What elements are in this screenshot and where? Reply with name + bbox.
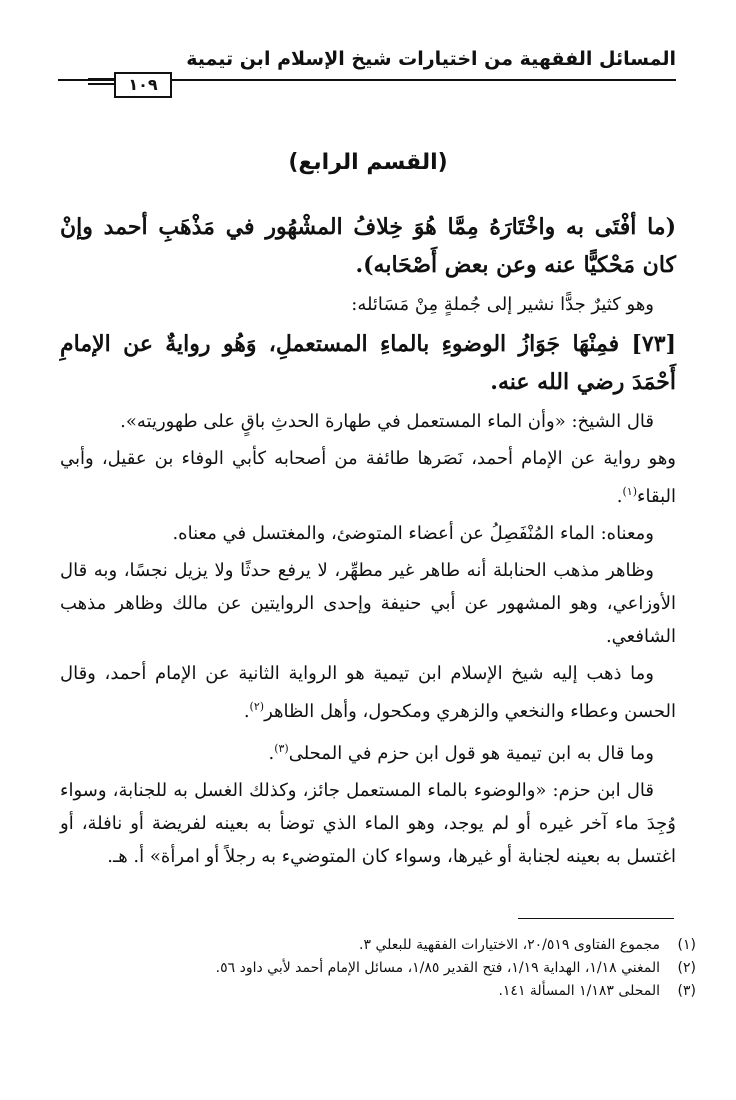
paragraph <box>60 732 676 770</box>
footnote-ref: (٢) <box>249 700 265 713</box>
footnote-number: (٢) <box>677 960 696 976</box>
footnote-ref: (٣) <box>274 742 289 755</box>
section-intro: (ما أفْتَى به واخْتَارَهُ مِمَّا هُوَ خِلافُ المشْهُور في مَذْهَبِ أحمد وإنْ كان مَحْكيًّا عنه وعن بعض أَصْحَابه). <box>60 214 676 278</box>
page-number: ١٠٩ <box>114 72 172 98</box>
intro-note: وهو كثيرٌ جدًّا نشير إلى جُملةٍ مِنْ مَسَائله: <box>351 294 654 315</box>
quote-paragraph: قال الشيخ: «وأن الماء المستعمل في طهارة الحدثِ باقٍ على طهوريته». <box>120 411 654 432</box>
paragraph-end: . <box>268 743 275 764</box>
issue-heading <box>60 325 676 401</box>
quote-paragraph: قال ابن حزم: «والوضوء بالماء المستعمل جائز، وكذلك الغسل به للجنابة، وسواء وُجِدَ ماء آخر غيره أو لم يوجد، وهو الماء الذي توضأ به بعينه لفريضة أو نافلة، أو اغتسل به بعينه لجنابة أو غيرها، وسواء كان المتوضيء به رجلاً أو امرأة» أ. هـ. <box>60 780 676 867</box>
paragraph-end: . <box>616 486 623 507</box>
footnote <box>56 980 696 1003</box>
footnote <box>56 934 696 957</box>
footnote-text: المغني ١/١٨، الهداية ١/١٩، فتح القدير ١/٨٥، مسائل الإمام أحمد لأبي داود ٥٦. <box>215 960 660 976</box>
body-text <box>60 208 676 877</box>
paragraph-text: وما ذهب إليه شيخ الإسلام ابن تيمية هو الرواية الثانية عن الإمام أحمد، وقال الحسن وعطاء والنخعي والزهري ومكحول، وأهل الظاهر <box>60 663 676 722</box>
paragraph-text: وما قال به ابن تيمية هو قول ابن حزم في المحلى <box>288 743 654 764</box>
footnote-text: مجموع الفتاوى ٢٠/٥١٩، الاختيارات الفقهية للبعلي ٣. <box>359 937 660 953</box>
footnote-ref: (١) <box>622 485 638 498</box>
paragraph-text: وهو رواية عن الإمام أحمد، نَصَرها طائفة من أصحابه كأبي الوفاء بن عقيل، وأبي البقاء <box>60 448 676 507</box>
footnotes <box>56 934 696 1003</box>
paragraph <box>60 657 676 728</box>
meaning-paragraph: ومعناه: الماء المُنْفَصِلُ عن أعضاء المتوضئ، والمغتسل في معناه. <box>172 523 654 544</box>
issue-number: [٧٣] <box>631 331 676 357</box>
footnote-rule <box>518 918 674 919</box>
issue-title: فمِنْهَا جَوَازُ الوضوءِ بالماءِ المستعملِ، وَهُو روايةٌ عن الإمامِ أَحْمَدَ رضي الله عنه. <box>60 331 676 395</box>
section-title: (القسم الرابع) <box>288 150 448 175</box>
paragraph <box>60 442 676 513</box>
footnote-number: (٣) <box>677 983 696 999</box>
paragraph-end: . <box>243 701 250 722</box>
footnote-number: (١) <box>677 937 696 953</box>
running-header-title: المسائل الفقهية من اختيارات شيخ الإسلام ابن تيمية <box>186 48 676 70</box>
header-decoration <box>88 78 114 88</box>
footnote-text: المحلى ١/١٨٣ المسألة ١٤١. <box>498 983 660 999</box>
paragraph: وظاهر مذهب الحنابلة أنه طاهر غير مطهِّر، لا يرفع حدثًا ولا يزيل نجسًا، وبه قال الأوزاعي، وهو المشهور عن أبي حنيفة وإحدى الروايتين عن مالك وظاهر مذهب الشافعي. <box>60 560 677 647</box>
footnote <box>56 957 696 980</box>
